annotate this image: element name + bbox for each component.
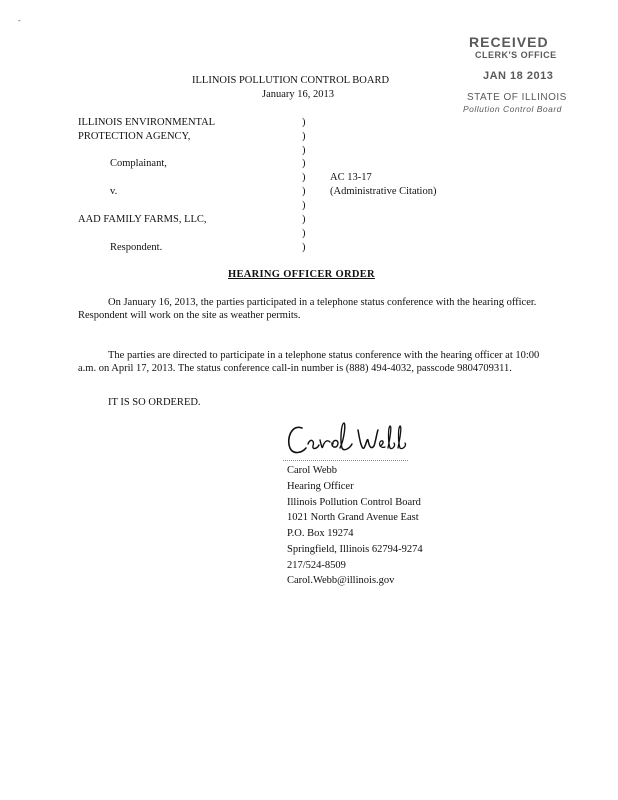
signer-city: Springfield, Illinois 62794-9274 bbox=[287, 543, 423, 555]
signature-block bbox=[287, 463, 423, 589]
complainant-name-line1: ILLINOIS ENVIRONMENTAL bbox=[78, 117, 216, 128]
respondent-name: AAD FAMILY FARMS, LLC, bbox=[78, 214, 207, 225]
signer-phone: 217/524-8509 bbox=[287, 559, 346, 571]
signer-name: Carol Webb bbox=[287, 465, 337, 476]
signer-po-box: P.O. Box 19274 bbox=[287, 528, 354, 539]
caption-paren: ) bbox=[302, 242, 306, 253]
caption-paren: ) bbox=[302, 200, 306, 211]
order-paragraph-1: On January 16, 2013, the parties participated in a telephone status conference with the hearing officer. Respondent will work on the site as weather permits. bbox=[78, 297, 537, 322]
stamp-date: JAN 18 2013 bbox=[483, 70, 554, 82]
order-paragraph-2: The parties are directed to participate in a telephone status conference with the hearing officer at 10:00 a.m. on April 17, 2013. The status conference call-in number is (888) 494-4032, passcode 9804709311. bbox=[78, 350, 540, 375]
case-number: AC 13-17 bbox=[330, 172, 372, 183]
caption-paren: ) bbox=[302, 131, 306, 142]
caption-paren: ) bbox=[302, 145, 306, 156]
board-heading: ILLINOIS POLLUTION CONTROL BOARD bbox=[192, 75, 390, 86]
complainant-role: Complainant, bbox=[110, 158, 167, 169]
stamp-state: STATE OF ILLINOIS bbox=[467, 92, 567, 103]
caption-paren: ) bbox=[302, 186, 306, 197]
versus-label: v. bbox=[110, 186, 118, 197]
order-closing: IT IS SO ORDERED. bbox=[108, 397, 201, 408]
signature-line bbox=[283, 460, 408, 461]
caption-paren: ) bbox=[302, 117, 306, 128]
case-type: (Administrative Citation) bbox=[330, 186, 437, 197]
caption-paren: ) bbox=[302, 214, 306, 225]
signer-street: 1021 North Grand Avenue East bbox=[287, 512, 419, 524]
document-date: January 16, 2013 bbox=[262, 89, 335, 100]
signer-title: Hearing Officer bbox=[287, 480, 354, 492]
stamp-clerks-office: CLERK'S OFFICE bbox=[475, 50, 557, 60]
caption-paren: ) bbox=[302, 172, 306, 183]
stamp-received: RECEIVED bbox=[469, 34, 549, 50]
caption-paren: ) bbox=[302, 228, 306, 239]
respondent-role: Respondent. bbox=[110, 242, 163, 253]
signer-email: Carol.Webb@illinois.gov bbox=[287, 575, 395, 587]
received-stamp bbox=[455, 34, 605, 124]
order-title: HEARING OFFICER ORDER bbox=[228, 269, 375, 280]
stamp-board: Pollution Control Board bbox=[463, 104, 562, 114]
corner-mark: - bbox=[18, 16, 21, 25]
caption-paren: ) bbox=[302, 158, 306, 169]
complainant-name-line2: PROTECTION AGENCY, bbox=[78, 131, 191, 142]
signer-organization: Illinois Pollution Control Board bbox=[287, 496, 421, 508]
handwritten-signature bbox=[284, 418, 414, 460]
